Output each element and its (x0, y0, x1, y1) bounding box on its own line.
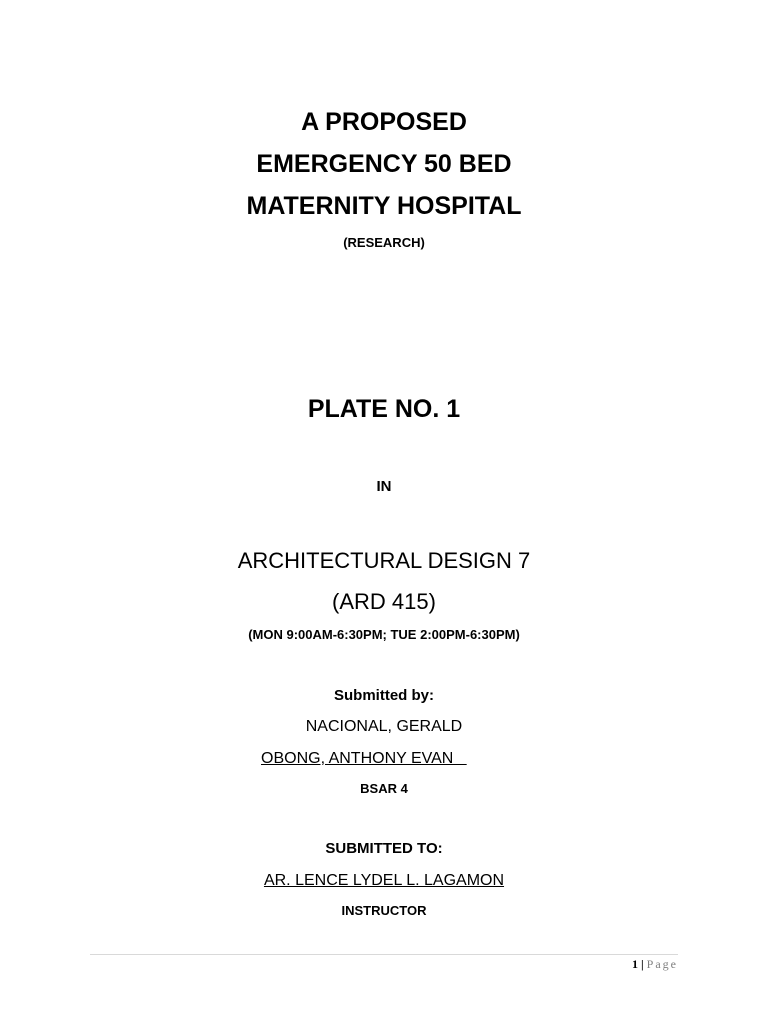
submitter-name-2: OBONG, ANTHONY EVAN (261, 750, 467, 767)
instructor-name: AR. LENCE LYDEL L. LAGAMON (263, 872, 505, 889)
title-subtitle: (RESEARCH) (343, 235, 425, 250)
instructor-role: INSTRUCTOR (341, 903, 427, 918)
course-schedule: (MON 9:00AM-6:30PM; TUE 2:00PM-6:30PM) (248, 627, 520, 642)
footer-divider (90, 954, 678, 955)
title-line-3: MATERNITY HOSPITAL (246, 192, 522, 220)
submitted-to-label: SUBMITTED TO: (325, 840, 443, 857)
submitter-name-1: NACIONAL, GERALD (305, 718, 463, 735)
plate-connector: IN (376, 478, 392, 495)
page-word: Page (646, 957, 678, 971)
course-code: (ARD 415) (332, 589, 436, 614)
title-line-2: EMERGENCY 50 BED (256, 150, 512, 178)
plate-label: PLATE NO. 1 (307, 395, 461, 423)
page-number: 1 (632, 957, 639, 971)
submitter-section: BSAR 4 (360, 781, 408, 796)
submitted-by-label: Submitted by: (334, 687, 434, 704)
page-footer (632, 957, 678, 972)
title-line-1: A PROPOSED (301, 108, 467, 136)
page-separator: | (641, 957, 644, 971)
course-name: ARCHITECTURAL DESIGN 7 (237, 548, 531, 573)
